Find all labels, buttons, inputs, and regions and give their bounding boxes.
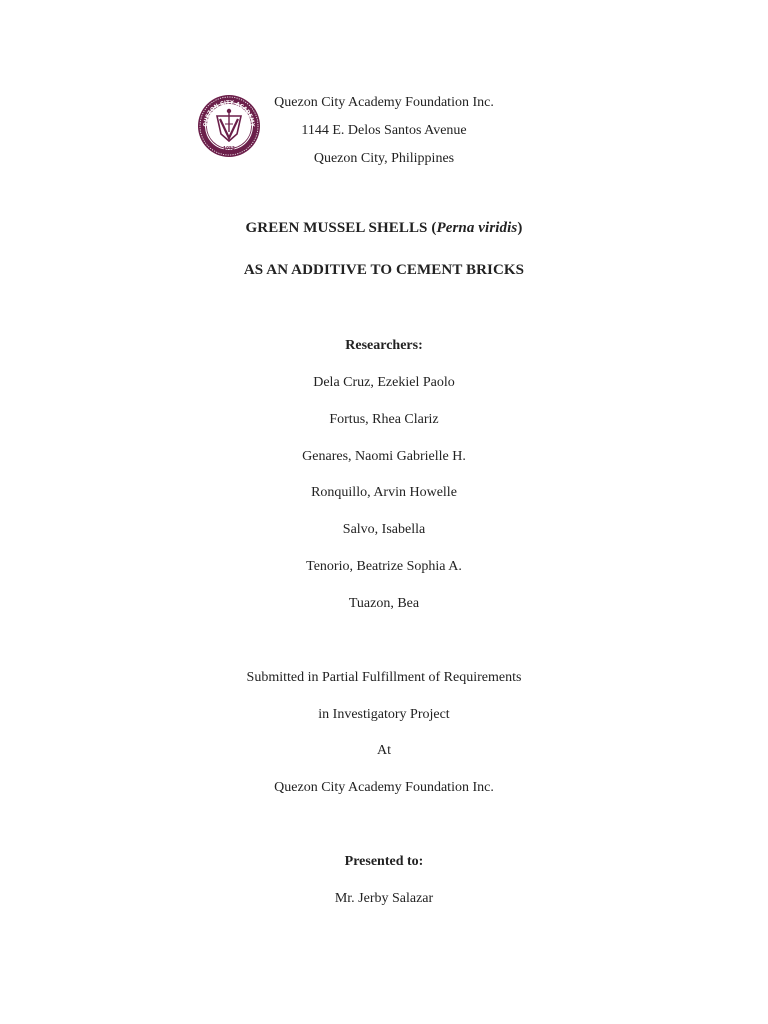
researcher-name: Tuazon, Bea — [348, 596, 420, 611]
submission-line1: Submitted in Partial Fulfillment of Requirements — [246, 670, 522, 685]
submission-line2: in Investigatory Project — [318, 707, 450, 722]
title-main: GREEN MUSSEL SHELLS ( — [245, 220, 437, 236]
researcher-name: Genares, Naomi Gabrielle H. — [302, 449, 466, 464]
document-title-line2: AS AN ADDITIVE TO CEMENT BRICKS — [243, 262, 525, 278]
document-title-line1 — [0, 219, 768, 237]
submission-line4: Quezon City Academy Foundation Inc. — [274, 780, 494, 795]
presented-name: Mr. Jerby Salazar — [334, 891, 434, 906]
researcher-name: Tenorio, Beatrize Sophia A. — [306, 559, 462, 574]
submission-line3: At — [377, 743, 391, 758]
researcher-name: Dela Cruz, Ezekiel Paolo — [313, 375, 455, 390]
title-close-paren: ) — [517, 220, 523, 236]
title-scientific-name: Perna viridis — [436, 220, 518, 236]
researchers-heading: Researchers: — [345, 338, 423, 353]
seal-year: 1953 — [223, 145, 235, 151]
school-city: Quezon City, Philippines — [313, 151, 455, 166]
school-address: 1144 E. Delos Santos Avenue — [301, 123, 467, 138]
presented-heading: Presented to: — [344, 854, 424, 869]
researcher-name: Fortus, Rhea Clariz — [329, 412, 439, 427]
researcher-name: Ronquillo, Arvin Howelle — [311, 485, 457, 500]
school-name: Quezon City Academy Foundation Inc. — [274, 95, 494, 110]
seal-text: QUEZON CITY ACADEMY — [202, 99, 256, 127]
researcher-name: Salvo, Isabella — [342, 522, 426, 537]
